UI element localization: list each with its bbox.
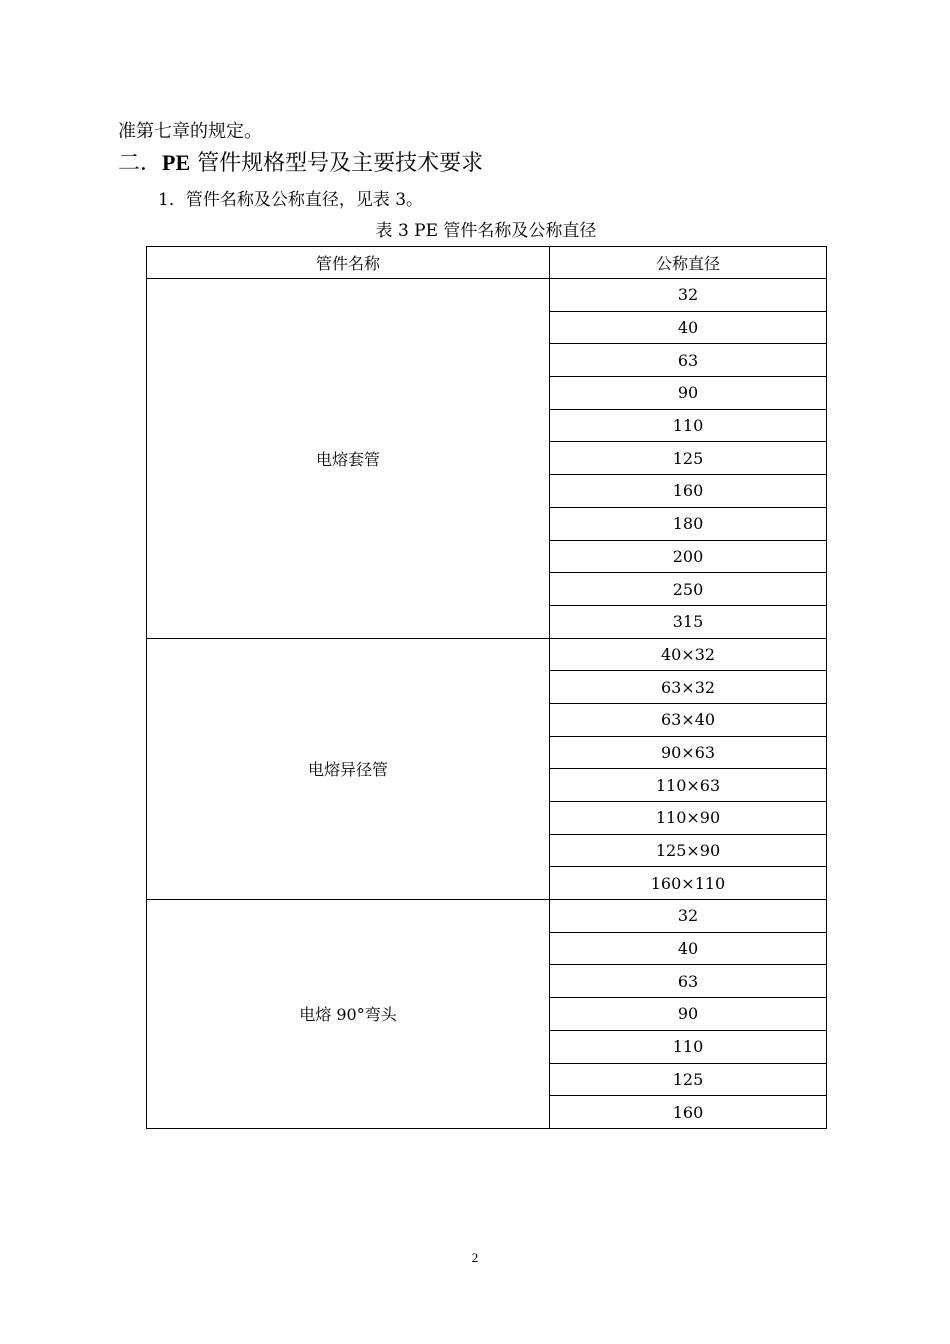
nominal-diameter-cell: 110 [550,1030,827,1063]
nominal-diameter-cell: 90 [550,998,827,1031]
nominal-diameter-cell: 32 [550,900,827,933]
table-row [147,900,827,933]
nominal-diameter-cell: 63×32 [550,671,827,704]
header-fitting-name: 管件名称 [147,247,550,279]
nominal-diameter-cell: 40 [550,311,827,344]
nominal-diameter-cell: 110×90 [550,802,827,835]
nominal-diameter-cell: 180 [550,507,827,540]
fitting-name-cell: 电熔 90°弯头 [147,900,550,1129]
fitting-name-cell: 电熔异径管 [147,638,550,900]
nominal-diameter-cell: 63×40 [550,703,827,736]
nominal-diameter-cell: 32 [550,279,827,312]
nominal-diameter-cell: 125 [550,1063,827,1096]
nominal-diameter-cell: 160 [550,475,827,508]
nominal-diameter-cell: 40 [550,932,827,965]
nominal-diameter-cell: 250 [550,573,827,606]
table-caption: 表 3 PE 管件名称及公称直径 [375,221,597,241]
nominal-diameter-cell: 40×32 [550,638,827,671]
nominal-diameter-cell: 90 [550,377,827,410]
table-body [147,279,827,1129]
table-row [147,279,827,312]
fitting-name-cell: 电熔套管 [147,279,550,639]
nominal-diameter-cell: 63 [550,965,827,998]
nominal-diameter-cell: 110 [550,409,827,442]
page-number: 2 [471,1250,479,1265]
nominal-diameter-cell: 125 [550,442,827,475]
heading-bold: PE [162,150,191,175]
section-heading [118,148,483,179]
nominal-diameter-cell: 90×63 [550,736,827,769]
nominal-diameter-cell: 160×110 [550,867,827,900]
intro-line: 准第七章的规定。 [118,121,262,142]
table-row [147,638,827,671]
nominal-diameter-cell: 125×90 [550,834,827,867]
fittings-table [146,246,827,1129]
nominal-diameter-cell: 63 [550,344,827,377]
nominal-diameter-cell: 110×63 [550,769,827,802]
heading-rest: 管件规格型号及主要技术要求 [190,151,484,176]
nominal-diameter-cell: 315 [550,605,827,638]
header-nominal-diameter: 公称直径 [550,247,827,279]
nominal-diameter-cell: 200 [550,540,827,573]
table-header-row [147,247,827,279]
list-item-1: 1．管件名称及公称直径，见表 3。 [158,190,424,210]
nominal-diameter-cell: 160 [550,1096,827,1129]
heading-prefix: 二． [118,151,163,176]
